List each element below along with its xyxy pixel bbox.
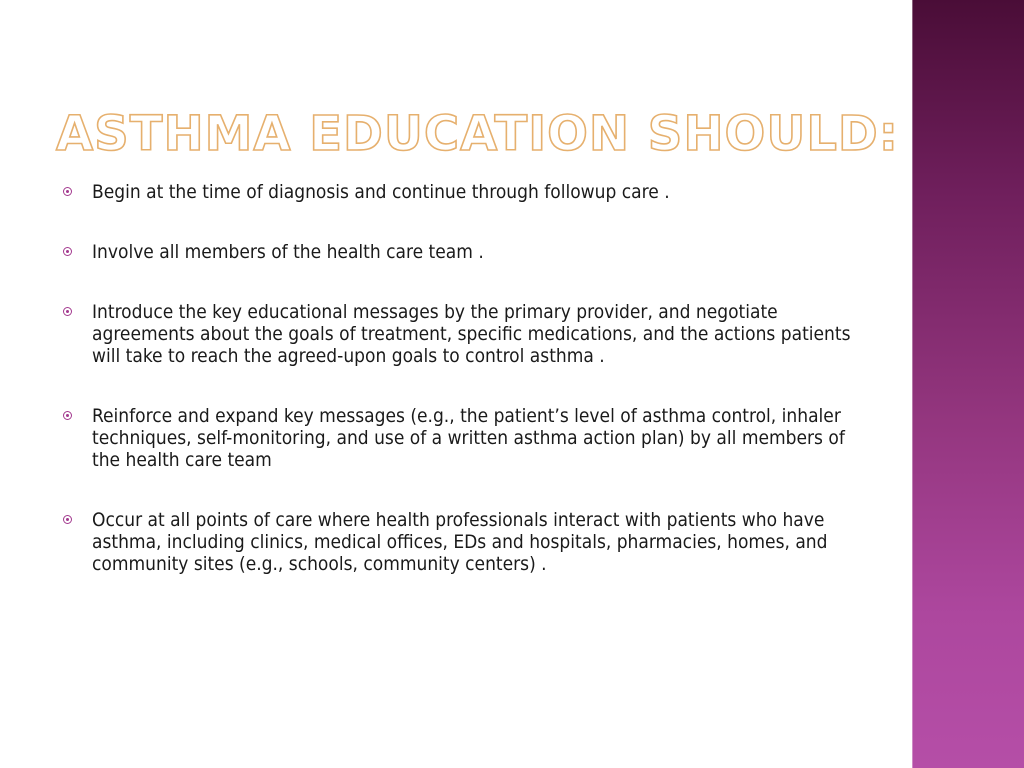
bullet-text: Introduce the key educational messages by the primary provider, and negotiate agreements about the goals of treatment, specific medications, and the actions patients will take to reach the agreed-upon goals to control asthma . <box>92 301 851 367</box>
circle-dot-bullet-icon <box>63 515 72 524</box>
bullet-item <box>56 301 856 367</box>
bullet-text: Reinforce and expand key messages (e.g., the patient’s level of asthma control, inhaler techniques, self-monitoring, and use of a written asthma action plan) by all members of the health care team <box>92 405 845 471</box>
circle-dot-bullet-icon <box>63 187 72 196</box>
bullet-text: Begin at the time of diagnosis and continue through followup care . <box>92 181 670 203</box>
circle-dot-bullet-icon <box>63 307 72 316</box>
circle-dot-bullet-icon <box>63 411 72 420</box>
side-band-edge <box>912 0 913 768</box>
bullet-item <box>56 181 856 203</box>
bullet-text: Occur at all points of care where health professionals interact with patients who have asthma, including clinics, medical offices, EDs and hospitals, pharmacies, homes, and community sites (e.g., schools, community centers) . <box>92 509 828 575</box>
circle-dot-bullet-icon <box>63 247 72 256</box>
bullet-list <box>56 181 856 575</box>
bullet-item <box>56 405 856 471</box>
bullet-text: Involve all members of the health care team . <box>92 241 484 263</box>
bullet-item <box>56 241 856 263</box>
decorative-side-band <box>912 0 1024 768</box>
slide-title: ASTHMA EDUCATION SHOULD: <box>56 106 899 162</box>
bullet-item <box>56 509 856 575</box>
